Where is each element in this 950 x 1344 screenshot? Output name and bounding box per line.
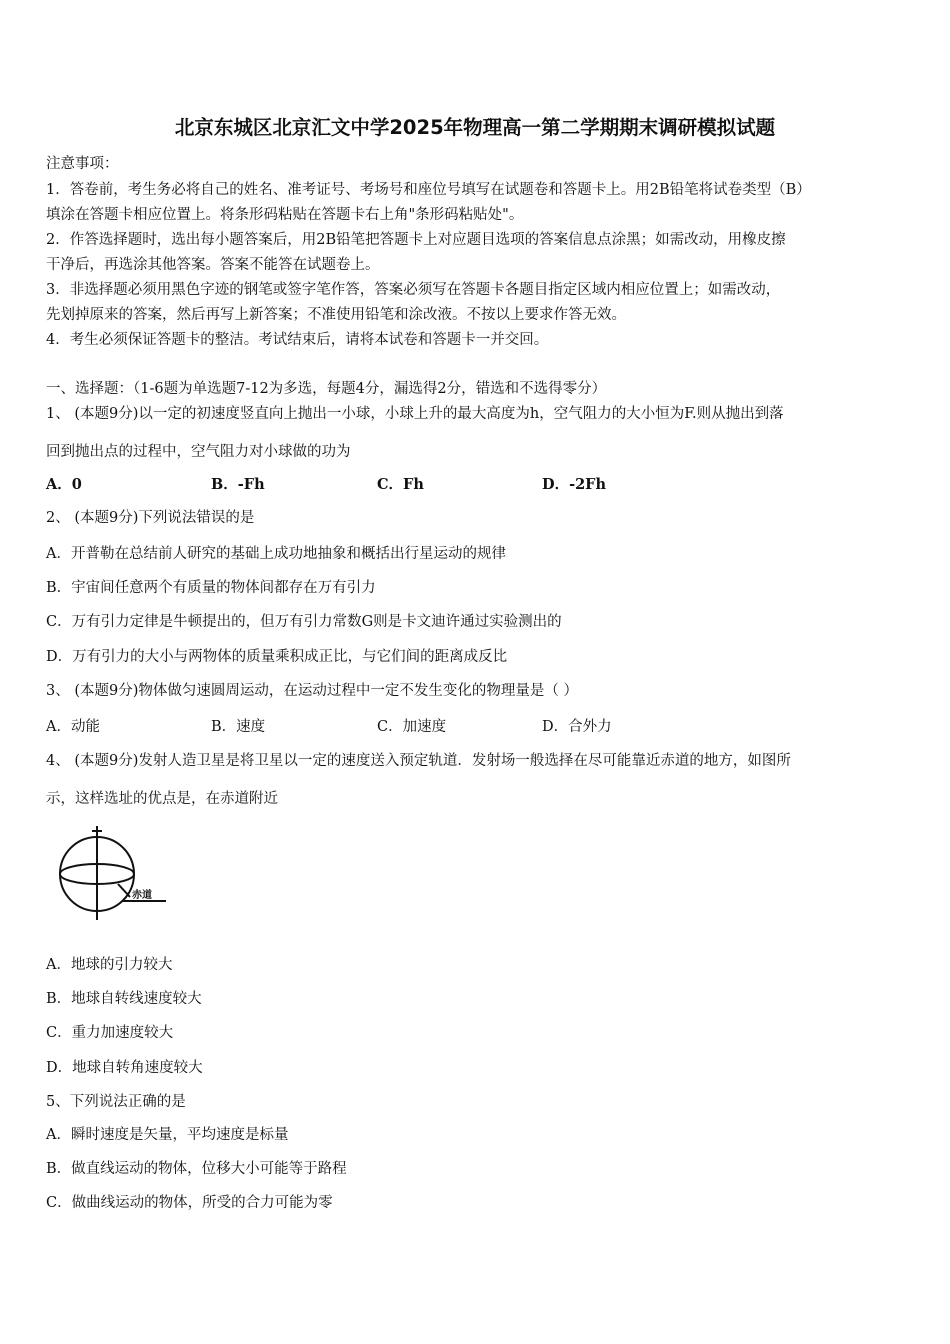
question-4-option-c: C．重力加速度较大 (46, 1025, 174, 1041)
option-b: B．速度 (211, 719, 266, 735)
question-4-option-b: B．地球自转线速度较大 (46, 991, 202, 1007)
option-c: C．Fh (377, 476, 424, 493)
equator-pointer (118, 884, 130, 897)
question-1-stem: 1、 (本题9分)以一定的初速度竖直向上抛出一小球，小球上升的最大高度为h，空气阻力的大小恒为F.则从抛出到落 (46, 406, 784, 422)
question-1-stem-cont: 回到抛出点的过程中，空气阻力对小球做的功为 (46, 444, 351, 460)
question-2-option-a: A．开普勒在总结前人研究的基础上成功地抽象和概括出行星运动的规律 (46, 546, 506, 562)
option-a: A．动能 (46, 719, 100, 735)
question-2-option-b: B．宇宙间任意两个有质量的物体间都存在万有引力 (46, 580, 376, 596)
question-4-option-d: D．地球自转角速度较大 (46, 1060, 203, 1076)
question-4-stem: 4、 (本题9分)发射人造卫星是将卫星以一定的速度送入预定轨道．发射场一般选择在尽可能靠近赤道的地方，如图所 (46, 753, 791, 769)
option-a: A．0 (46, 476, 82, 493)
notice-line: 先划掉原来的答案，然后再写上新答案；不准使用铅笔和涂改液。不按以上要求作答无效。 (46, 307, 626, 323)
question-5-option-c: C．做曲线运动的物体，所受的合力可能为零 (46, 1195, 333, 1211)
equator-label: 赤道 (132, 890, 152, 901)
notice-line: 4．考生必须保证答题卡的整洁。考试结束后，请将本试卷和答题卡一并交回。 (46, 332, 549, 348)
question-4-stem-cont: 示，这样选址的优点是，在赤道附近 (46, 791, 278, 807)
section-heading: 一、选择题：（1-6题为单选题7-12为多选，每题4分，漏选得2分，错选和不选得零分） (46, 381, 607, 397)
notice-line: 3．非选择题必须用黑色字迹的钢笔或签字笔作答，答案必须写在答题卡各题目指定区域内相应位置上；如需改动， (46, 282, 781, 298)
question-2-option-d: D．万有引力的大小与两物体的质量乘积成正比，与它们间的距离成反比 (46, 649, 508, 665)
question-2-stem: 2、 (本题9分)下列说法错误的是 (46, 510, 255, 526)
option-d: D．合外力 (542, 719, 612, 735)
notice-line: 1．答卷前，考生务必将自己的姓名、准考证号、考场号和座位号填写在试题卷和答题卡上。用2B铅笔将试卷类型（B） (46, 182, 811, 198)
notice-line: 填涂在答题卡相应位置上。将条形码粘贴在答题卡右上角"条形码粘贴处"。 (46, 207, 524, 223)
question-5-stem: 5、下列说法正确的是 (46, 1094, 186, 1110)
question-4-option-a: A．地球的引力较大 (46, 957, 173, 973)
page-title: 北京东城区北京汇文中学2025年物理高一第二学期期末调研模拟试题 (174, 116, 776, 139)
notice-line: 2．作答选择题时，选出每小题答案后，用2B铅笔把答题卡上对应题目选项的答案信息点涂黑；如需改动，用橡皮擦 (46, 232, 786, 248)
question-3-stem: 3、 (本题9分)物体做匀速圆周运动，在运动过程中一定不发生变化的物理量是（ ） (46, 683, 578, 699)
notice-line: 干净后，再选涂其他答案。答案不能答在试题卷上。 (46, 257, 380, 273)
notice-heading: 注意事项： (46, 156, 119, 172)
option-c: C．加速度 (377, 719, 447, 735)
question-5-option-b: B．做直线运动的物体，位移大小可能等于路程 (46, 1161, 347, 1177)
question-5-option-a: A．瞬时速度是矢量，平均速度是标量 (46, 1127, 289, 1143)
question-2-option-c: C．万有引力定律是牛顿提出的，但万有引力常数G则是卡文迪许通过实验测出的 (46, 614, 562, 630)
option-d: D．-2Fh (542, 476, 607, 493)
option-b: B．-Fh (211, 476, 265, 493)
earth-equator-diagram (52, 822, 172, 922)
